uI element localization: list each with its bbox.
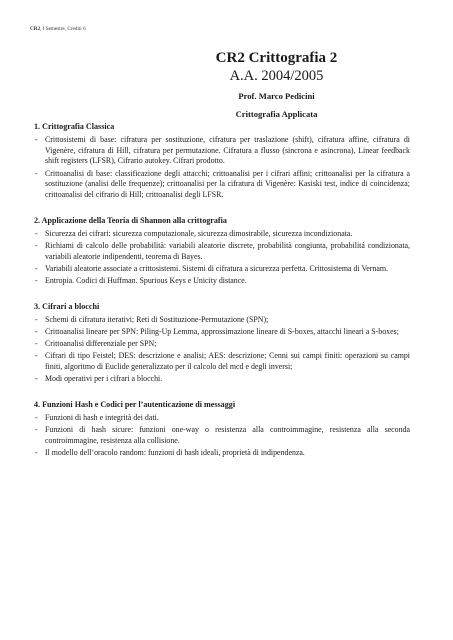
topic-text: Entropia. Codici di Huffman. Spurious Keys e Unicity distance. [45,276,247,286]
topic-item [35,374,410,385]
topic-item [35,169,410,201]
bullet-dash: - [35,314,38,324]
topic-item [35,425,410,446]
syllabus-section [34,301,410,385]
topic-item [35,135,410,167]
topic-text: Cifrari di tipo Feistel; DES: descrizione e analisi; AES: descrizione; Cenni sui campi finiti: operazioni su campi finiti, algoritmo di Euclide generalizzato per il calcolo del mcd e degli inversi; [45,351,410,372]
topic-text: Richiami di calcolo delle probabilità: variabili aleatorie discrete, probabilità congiunta, probabilitá condizionata, variabili aleatorie indipendenti, teorema di Bayes. [45,240,410,261]
bullet-dash: - [35,168,38,178]
topic-list [34,315,410,385]
section-heading: 2. Applicazione della Teoria di Shannon alla crittografia [34,215,227,225]
topic-item [35,315,410,326]
bullet-dash: - [35,448,38,458]
running-head [30,26,86,32]
topic-text: Crittoanalisi lineare per SPN: Piling-Up Lemma, approssimazione lineare di S-boxes, attacchi lineari a S-boxes; [45,326,399,336]
bullet-dash: - [35,276,38,286]
topic-item [35,448,410,459]
bullet-dash: - [35,240,38,250]
bullet-dash: - [35,135,38,144]
topic-text: Il modello dell’oracolo random: funzioni di hash ideali, proprietà di indipendenza. [45,448,305,458]
topic-text: Modi operativi per i cifrari a blocchi. [45,374,163,384]
topic-item [35,276,410,287]
topic-list [34,229,410,287]
topic-list [34,135,410,201]
bullet-dash: - [35,374,38,384]
topic-item [35,241,410,262]
academic-year: A.A. 2004/2005 [229,68,324,84]
syllabus-section [34,215,410,287]
running-head-code: CR2 [30,26,41,32]
topic-text: Funzioni di hash sicure: funzioni one-way o resistenza alla controimmagine, resistenza alla seconda controimmagine, resistenza alla collisione. [45,425,410,445]
topic-list [34,413,410,459]
title-block [100,50,453,120]
section-heading: 3. Cifrari a blocchi [34,301,100,311]
topic-text: Funzioni di hash e integrità dei dati. [45,412,159,422]
topic-item [35,229,410,240]
topic-text: Schemi di cifratura iterativi; Reti di Sostituzione-Permutazione (SPN); [45,314,269,324]
syllabus-section [34,121,410,201]
topic-text: Crittoanalisi differenziale per SPN; [45,339,157,349]
professor-name: Prof. Marco Pedicini [238,91,315,101]
bullet-dash: - [35,228,38,238]
topic-text: Variabili aleatorie associate a crittosistemi. Sistemi di cifratura a sicurezza perfetta. Crittosistema di Vernam. [45,263,388,273]
bullet-dash: - [35,425,38,435]
bullet-dash: - [35,326,38,336]
topic-item [35,327,410,338]
topic-item [35,413,410,424]
topic-text: Sicurezza dei cifrari: sicurezza computazionale, sicurezza dimostrabile, sicurezza incondizionata. [45,228,353,238]
course-title: CR2 Crittografia 2 [215,50,338,66]
course-subtitle: Crittografia Applicata [235,109,318,119]
syllabus-sections [34,121,410,473]
topic-item [35,264,410,275]
syllabus-section [34,399,410,459]
topic-item [35,339,410,350]
topic-text: Crittosistemi di base: cifratura per sostituzione, cifratura per traslazione (shift), cifratura affine, cifratura di Vigenère, cifratura di Hill, cifratura per permutazione. Cifratura a flusso (sincrona e asincrona), Linear feedback shift registers (LFSR), Cifrario autokey. Cifrari prodotto. [45,135,410,166]
topic-item [35,351,410,372]
section-heading: 1. Crittografia Classica [34,122,115,131]
bullet-dash: - [35,263,38,273]
topic-text: Crittoanalisi di base: classificazione degli attacchi; crittoanalisi per i cifrari affini; crittoanalisi per la cifratura a sostituzione (analisi delle frequenze); crittoanalisi per la cifratura di Vigenère: Kasiski test, indice di coincidenza; crittoanalisi del cifrario di Hill; crittoanalisi degli LFSR. [45,168,410,200]
bullet-dash: - [35,339,38,349]
bullet-dash: - [35,412,38,422]
running-head-text: , I Semestre, Crediti 6 [40,26,86,32]
section-heading: 4. Funzioni Hash e Codici per l’autenticazione di messaggi [34,399,236,409]
bullet-dash: - [35,351,38,361]
